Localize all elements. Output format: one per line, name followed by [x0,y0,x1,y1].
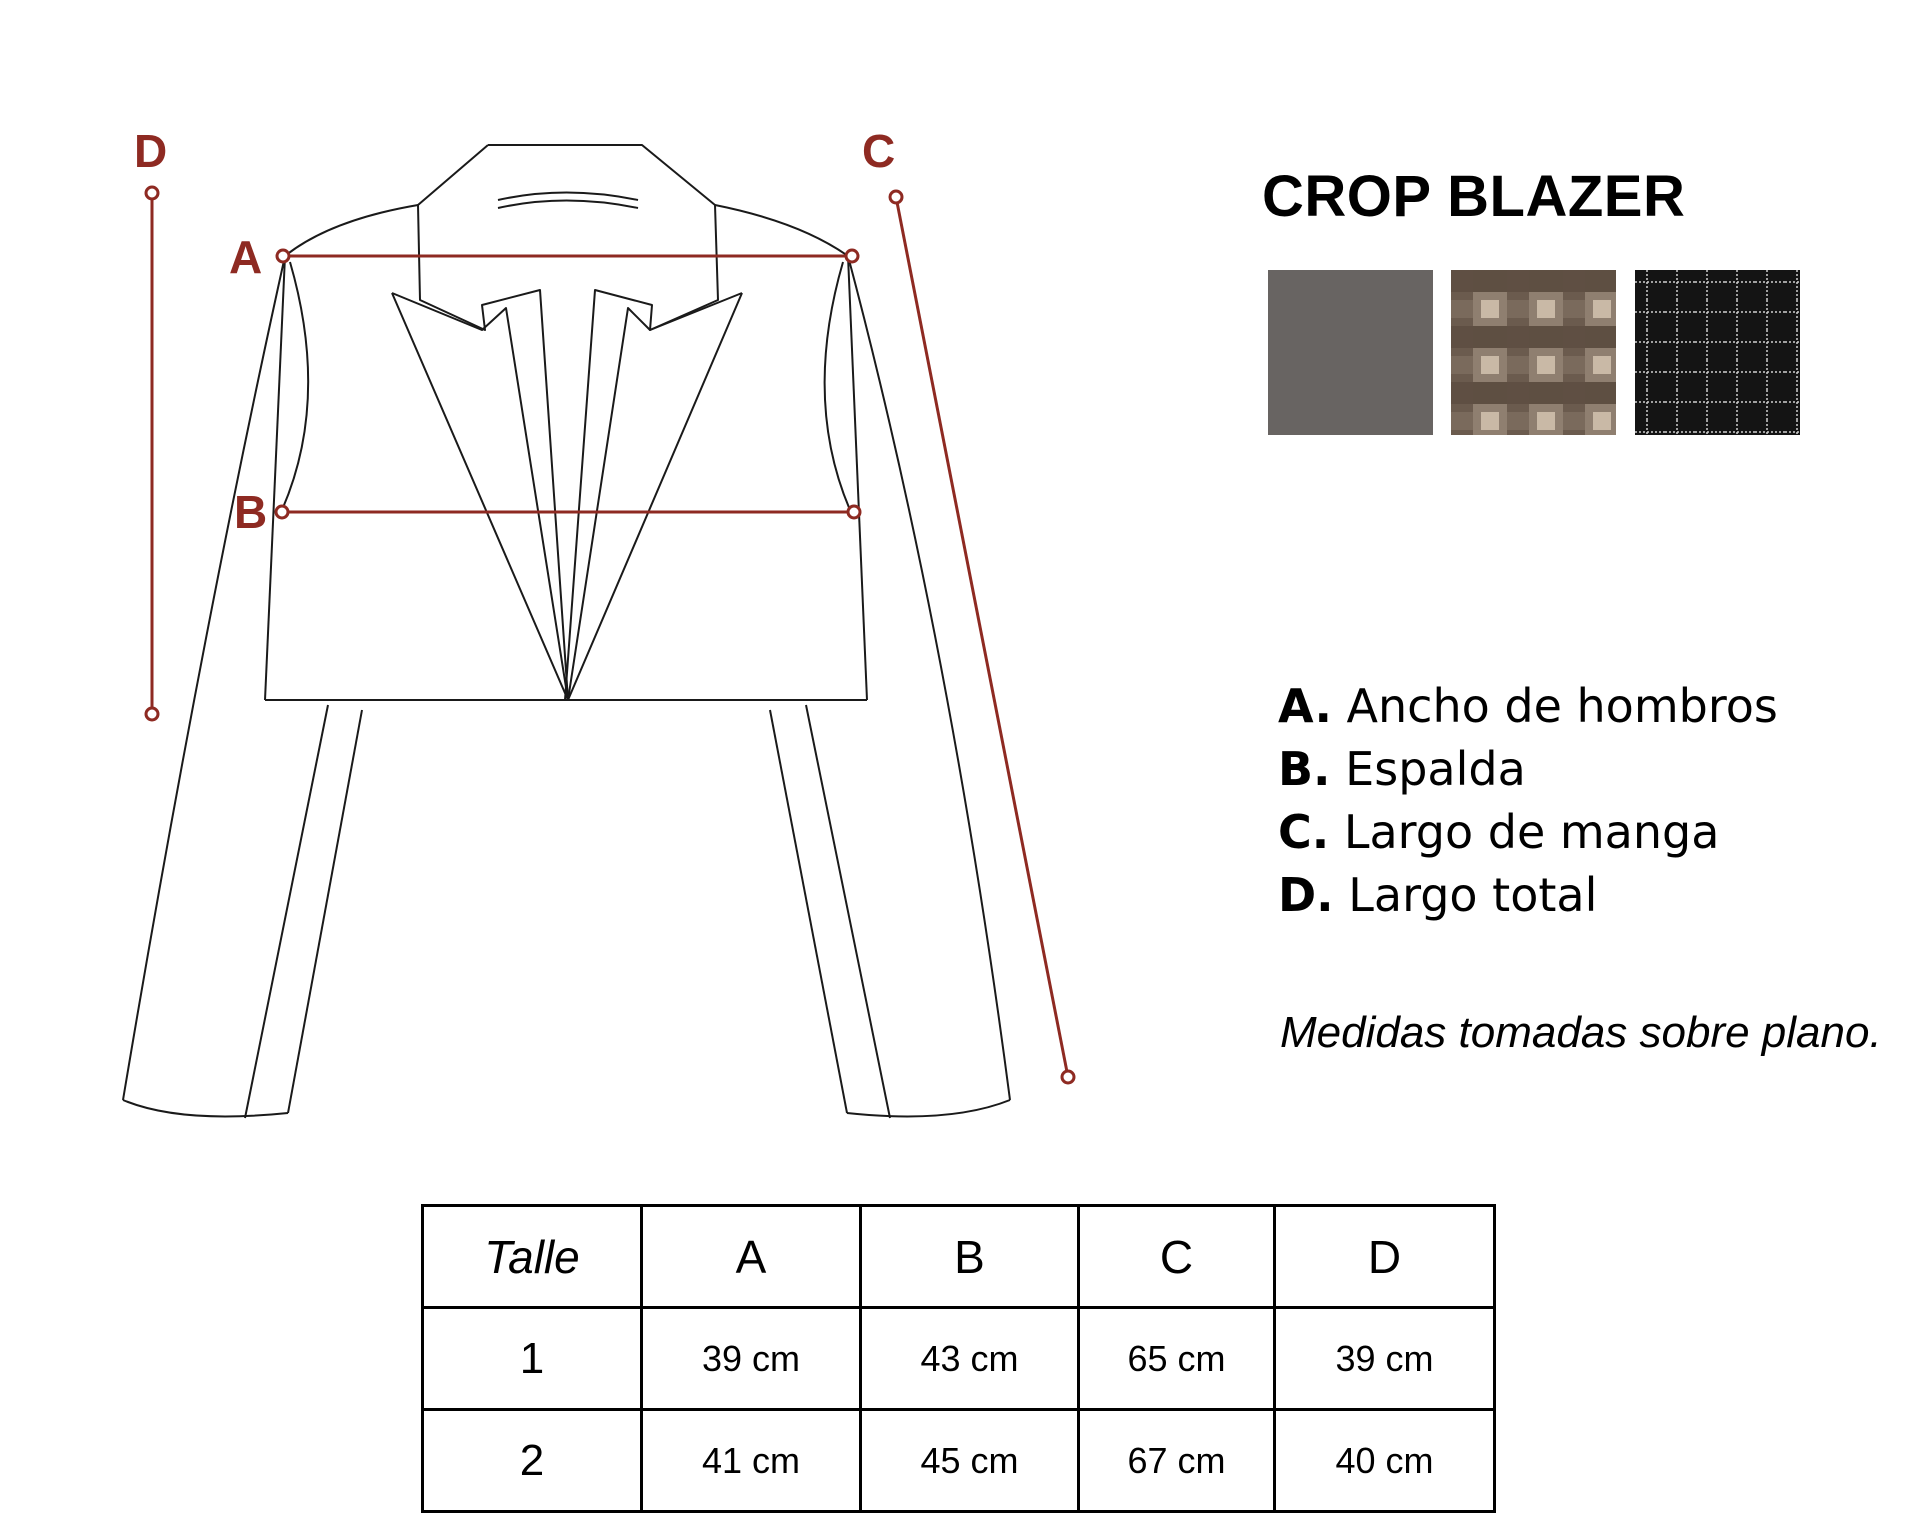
legend-item [1278,864,1778,927]
cell-d: 39 cm [1275,1308,1495,1410]
header-d: D [1275,1206,1495,1308]
legend-key: A. [1278,679,1332,733]
measure-d-start-dot [146,187,158,199]
measurement-legend [1278,675,1778,927]
legend-item [1278,801,1778,864]
legend-key: C. [1278,805,1330,859]
swatch-solid-gray [1268,270,1433,435]
measure-a-start-dot [277,250,289,262]
blazer-outline [123,145,1010,1118]
header-b: B [861,1206,1079,1308]
measure-b-start-dot [276,506,288,518]
cell-a: 39 cm [642,1308,861,1410]
size-table [421,1204,1496,1513]
label-b: B [234,486,268,538]
header-talle: Talle [423,1206,642,1308]
cell-b: 45 cm [861,1410,1079,1512]
product-title: CROP BLAZER [1262,164,1686,229]
label-a: A [229,231,263,283]
legend-text: Espalda [1330,742,1526,796]
legend-key: D. [1278,868,1334,922]
measure-c-start-dot [890,191,902,203]
legend-text: Ancho de hombros [1331,679,1778,733]
cell-size: 2 [423,1410,642,1512]
table-header-row [423,1206,1495,1308]
header-c: C [1079,1206,1275,1308]
cell-d: 40 cm [1275,1410,1495,1512]
cell-c: 65 cm [1079,1308,1275,1410]
legend-text: Largo total [1333,868,1598,922]
measure-c-end-dot [1062,1071,1074,1083]
cell-a: 41 cm [642,1410,861,1512]
measurement-note: Medidas tomadas sobre plano. [1280,1008,1882,1057]
legend-text: Largo de manga [1329,805,1720,859]
label-c: C [862,125,896,177]
legend-item [1278,738,1778,801]
table-row [423,1308,1495,1410]
cell-c: 67 cm [1079,1410,1275,1512]
legend-item [1278,675,1778,738]
measure-b-end-dot [848,506,860,518]
measure-a-end-dot [846,250,858,262]
cell-size: 1 [423,1308,642,1410]
table-row [423,1410,1495,1512]
measure-d-end-dot [146,708,158,720]
header-a: A [642,1206,861,1308]
measure-c-line [896,197,1068,1077]
cell-b: 43 cm [861,1308,1079,1410]
label-d: D [134,125,168,177]
swatch-brown-plaid [1451,270,1616,435]
swatch-black-windowpane [1635,270,1800,435]
legend-key: B. [1278,742,1331,796]
